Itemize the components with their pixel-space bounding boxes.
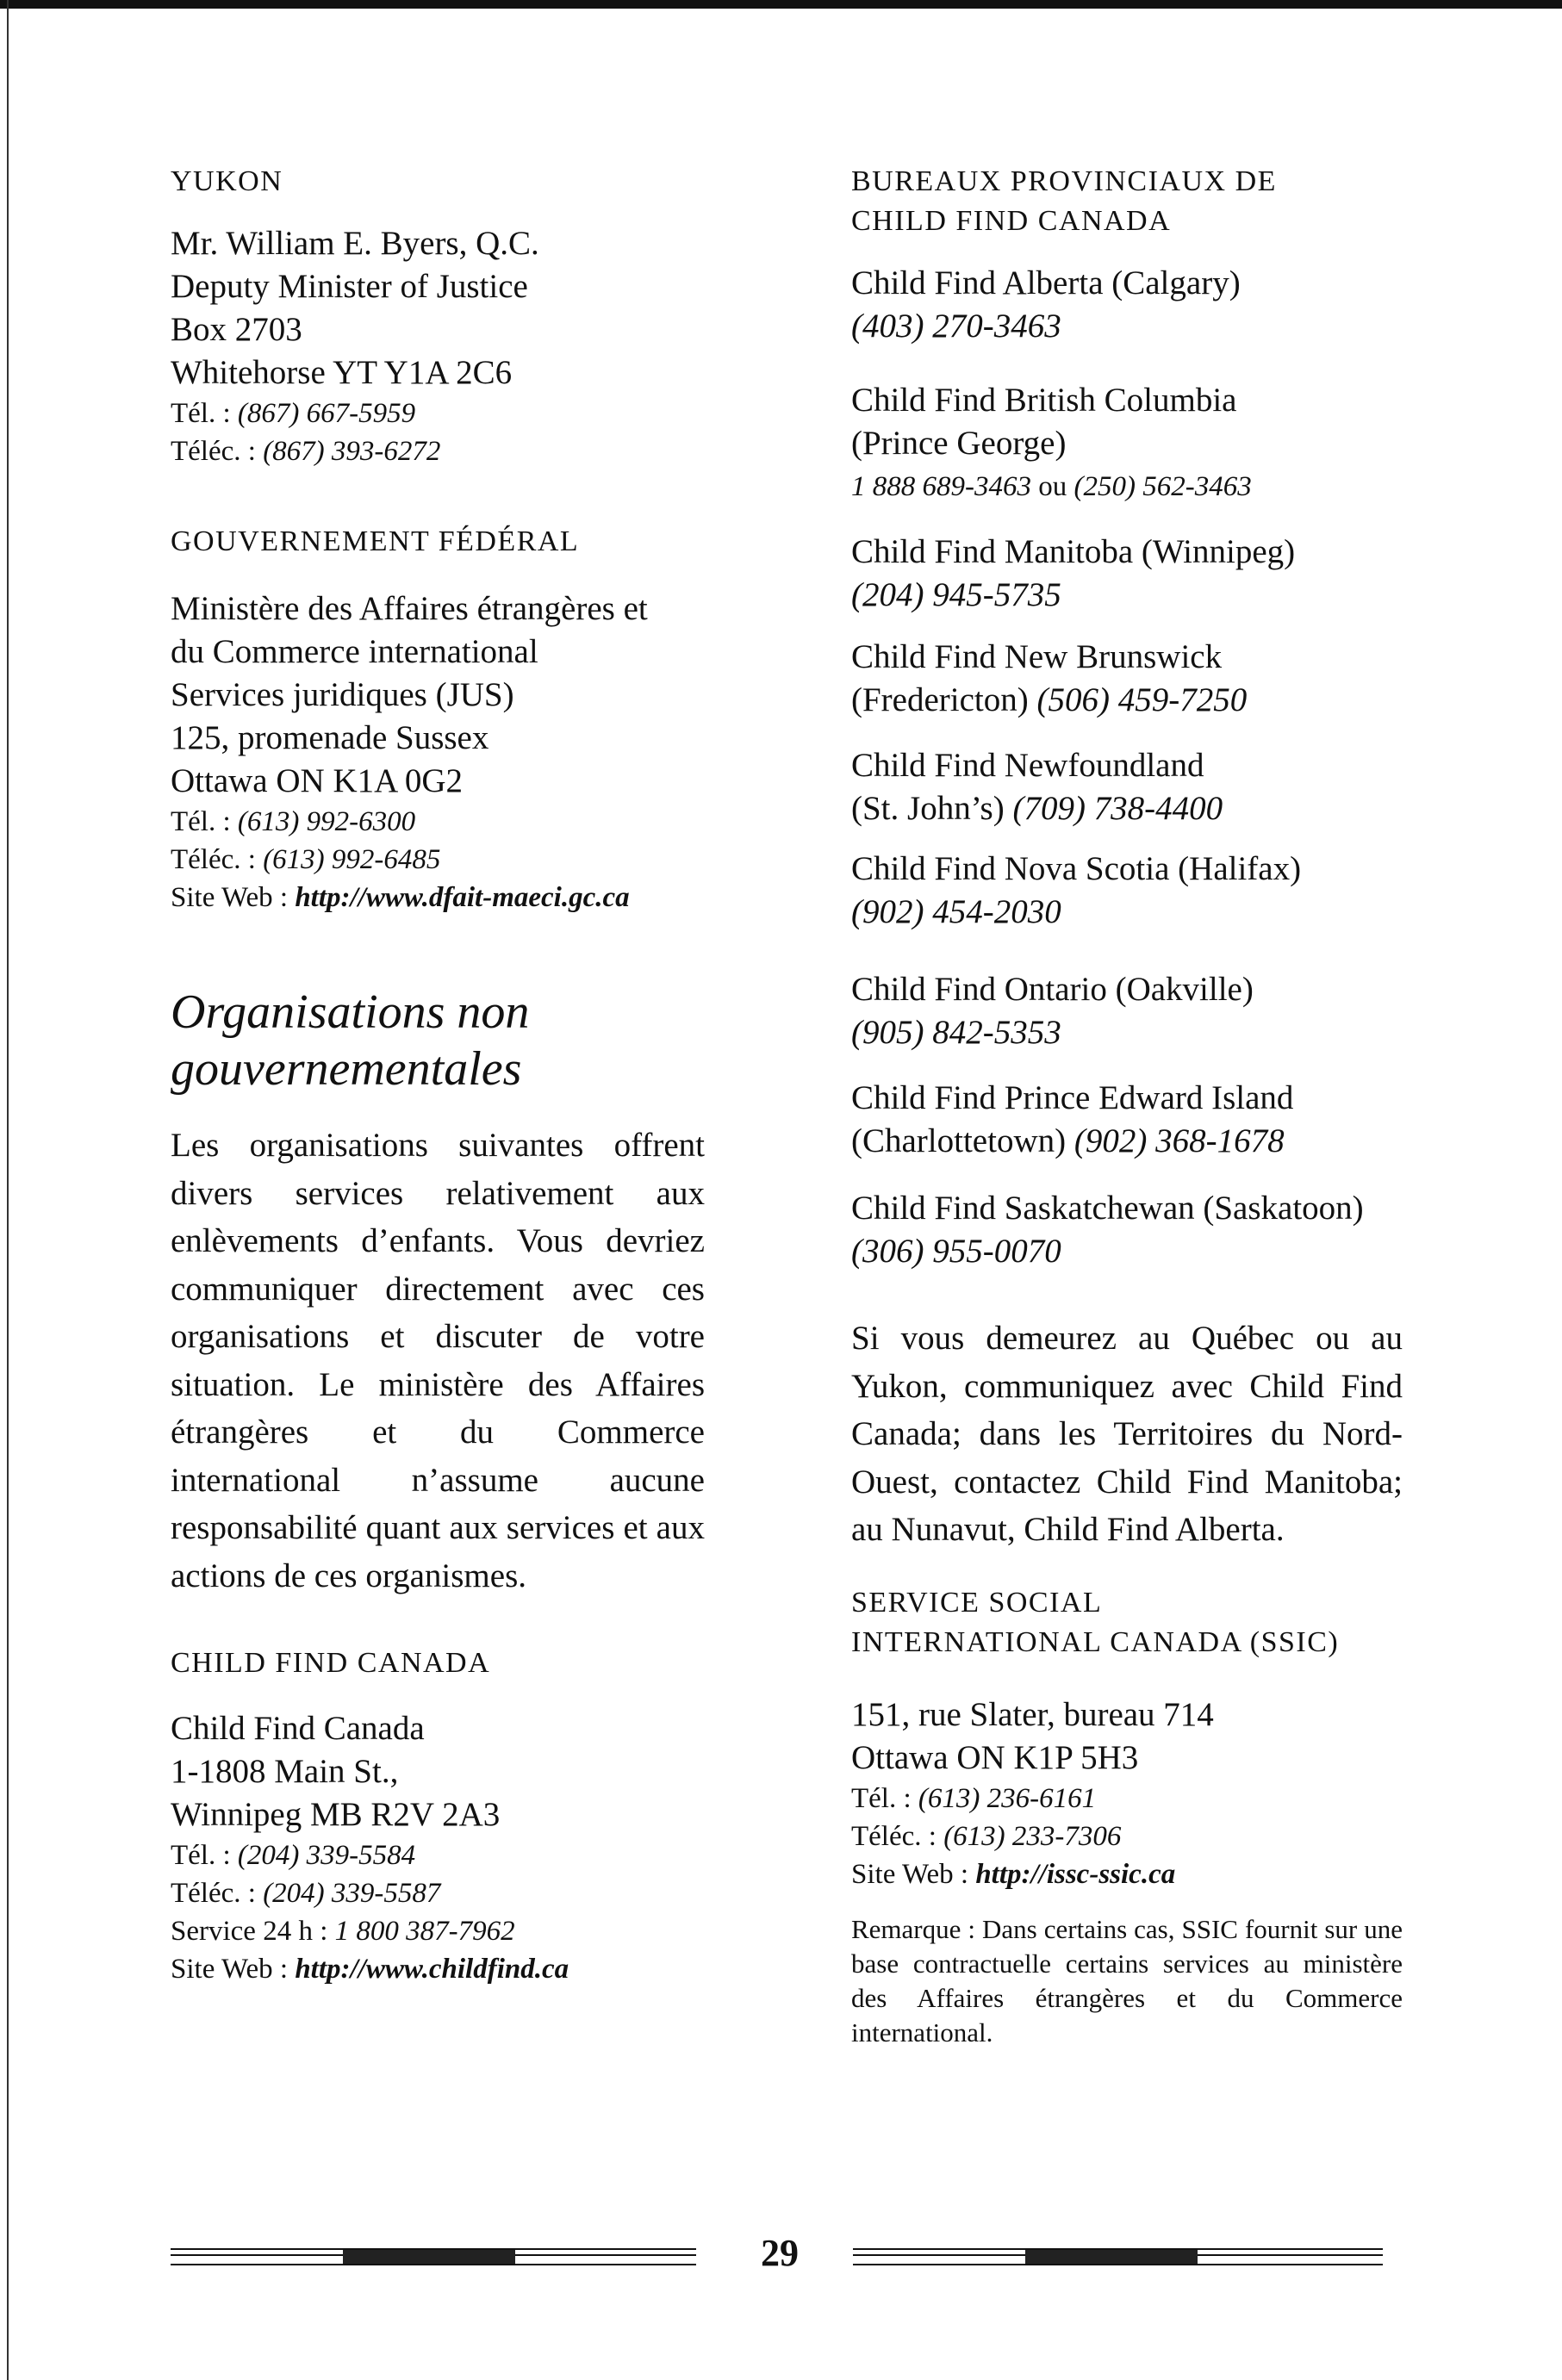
bureaux-heading-line1: BUREAUX PROVINCIAUX DE <box>851 165 1277 197</box>
office-phone: (902) 368-1678 <box>1073 1122 1285 1159</box>
office-phone: (902) 454-2030 <box>851 893 1061 930</box>
office-name: Child Find Alberta (Calgary) <box>851 264 1241 301</box>
web-link[interactable]: http://www.childfind.ca <box>295 1954 569 1985</box>
phone-row <box>171 1836 705 1874</box>
address-line: Box 2703 <box>171 311 302 348</box>
office-location: (St. John’s) <box>851 790 1005 827</box>
quebec-note: Si vous demeurez au Québec ou au Yukon, communiquez avec Child Find Canada; dans les Territoires du Nord-Ouest, contactez Child Find Manitoba; au Nunavut, Child Find Alberta. <box>851 1320 1403 1548</box>
address-line: 1-1808 Main St., <box>171 1753 399 1790</box>
web-link[interactable]: http://issc-ssic.ca <box>975 1859 1176 1890</box>
office-bc <box>851 379 1403 508</box>
phone-row <box>171 803 705 841</box>
bureaux-heading <box>851 162 1403 241</box>
address-line: Mr. William E. Byers, Q.C. <box>171 225 539 262</box>
address-line: Ottawa ON K1A 0G2 <box>171 762 464 799</box>
rule-ornament <box>343 2250 515 2264</box>
office-manitoba <box>851 531 1403 617</box>
office-nb <box>851 636 1403 722</box>
fax-row <box>171 841 705 879</box>
office-alberta <box>851 262 1403 348</box>
childfind-address <box>171 1707 705 1988</box>
office-phones <box>851 465 1403 508</box>
tel-label: Tél. : <box>171 806 231 837</box>
page-number: 29 <box>761 2232 799 2274</box>
office-phone: (905) 842-5353 <box>851 1014 1061 1051</box>
fax-row <box>171 1874 705 1912</box>
ssic-heading-line1: SERVICE SOCIAL <box>851 1587 1103 1619</box>
service-number: 1 800 387-7962 <box>334 1916 515 1947</box>
address-line: Ministère des Affaires étrangères et <box>171 590 648 627</box>
or-word: ou <box>1038 471 1067 502</box>
web-row <box>171 879 705 917</box>
federal-section <box>171 522 705 562</box>
tel-number: (613) 236-6161 <box>918 1783 1097 1814</box>
footer-rule-right <box>853 2248 1383 2265</box>
left-border <box>7 0 9 2380</box>
office-phone: (306) 955-0070 <box>851 1233 1061 1270</box>
web-row <box>851 1855 1403 1893</box>
tel-number: (613) 992-6300 <box>237 806 416 837</box>
office-name: Child Find Saskatchewan (Saskatoon) <box>851 1190 1364 1227</box>
address-line: Winnipeg MB R2V 2A3 <box>171 1796 501 1833</box>
childfind-section <box>171 1644 705 1683</box>
office-location: (Charlottetown) <box>851 1122 1067 1159</box>
fax-label: Téléc. : <box>851 1821 937 1852</box>
office-location-phone <box>851 679 1403 722</box>
tel-number: (204) 339-5584 <box>237 1840 416 1871</box>
address-line: 125, promenade Sussex <box>171 719 489 756</box>
ngo-title-line1: Organisations non <box>171 985 530 1039</box>
fax-number: (613) 992-6485 <box>263 844 441 875</box>
ngo-paragraph: Les organisations suivantes offrent divers services relativement aux enlèvements d’enfants. Vous devriez communiquer directement avec ces organisations et discuter de votre situation. Le ministère des Affaires étrangères et du Commerce international n’assume aucune responsabilité quant aux services et aux actions de ces organismes. <box>171 1127 705 1594</box>
childfind-heading: CHILD FIND CANADA <box>171 1647 491 1679</box>
address-line: du Commerce international <box>171 633 538 670</box>
fax-label: Téléc. : <box>171 1878 256 1909</box>
office-ns <box>851 848 1403 934</box>
federal-address <box>171 587 705 917</box>
office-name: Child Find New Brunswick <box>851 638 1223 675</box>
phone-row <box>851 1780 1403 1818</box>
fax-row <box>171 432 705 470</box>
office-phone: (204) 945-5735 <box>851 576 1061 613</box>
web-row <box>171 1950 705 1988</box>
office-phone: (403) 270-3463 <box>851 308 1061 345</box>
web-label: Site Web : <box>851 1859 969 1890</box>
office-location: (Prince George) <box>851 425 1067 462</box>
office-phone: 1 888 689-3463 <box>851 471 1031 502</box>
yukon-section <box>171 162 705 202</box>
office-name: Child Find Nova Scotia (Halifax) <box>851 850 1302 887</box>
office-phone: (250) 562-3463 <box>1073 471 1252 502</box>
office-name: Child Find Manitoba (Winnipeg) <box>851 533 1296 570</box>
ssic-heading-line2: INTERNATIONAL CANADA (SSIC) <box>851 1626 1340 1658</box>
tel-label: Tél. : <box>171 1840 231 1871</box>
office-location: (Fredericton) <box>851 681 1029 718</box>
office-name: Child Find British Columbia <box>851 382 1237 419</box>
ssic-remark-block <box>851 1912 1403 2050</box>
address-line: Child Find Canada <box>171 1710 425 1747</box>
ngo-paragraph-block <box>171 1122 705 1600</box>
office-phone: (709) 738-4400 <box>1012 790 1223 827</box>
ssic-heading <box>851 1583 1403 1662</box>
rule-ornament <box>1025 2250 1198 2264</box>
page-footer <box>0 2232 1562 2274</box>
service-row <box>171 1912 705 1950</box>
fax-label: Téléc. : <box>171 436 256 467</box>
office-name: Child Find Ontario (Oakville) <box>851 971 1254 1008</box>
address-line: 151, rue Slater, bureau 714 <box>851 1696 1214 1733</box>
office-location-phone <box>851 1120 1403 1163</box>
service-label: Service 24 h : <box>171 1916 328 1947</box>
office-name: Child Find Prince Edward Island <box>851 1079 1294 1116</box>
top-border <box>0 0 1562 9</box>
office-pei <box>851 1077 1403 1163</box>
web-link[interactable]: http://www.dfait-maeci.gc.ca <box>295 882 630 913</box>
office-name: Child Find Newfoundland <box>851 747 1204 784</box>
phone-row <box>171 395 705 432</box>
address-line: Ottawa ON K1P 5H3 <box>851 1739 1139 1776</box>
address-line: Whitehorse YT Y1A 2C6 <box>171 354 513 391</box>
yukon-address <box>171 222 705 470</box>
office-phone: (506) 459-7250 <box>1036 681 1248 718</box>
tel-label: Tél. : <box>851 1783 912 1814</box>
office-nfld <box>851 744 1403 830</box>
office-ontario <box>851 968 1403 1054</box>
office-sask <box>851 1187 1403 1273</box>
bureaux-heading-line2: CHILD FIND CANADA <box>851 205 1172 237</box>
yukon-heading: YUKON <box>171 165 283 197</box>
office-location-phone <box>851 787 1403 830</box>
tel-number: (867) 667-5959 <box>237 398 416 429</box>
address-line: Services juridiques (JUS) <box>171 676 514 713</box>
ngo-title <box>171 984 705 1097</box>
federal-heading: GOUVERNEMENT FÉDÉRAL <box>171 525 580 557</box>
fax-number: (613) 233-7306 <box>943 1821 1122 1852</box>
web-label: Site Web : <box>171 1954 289 1985</box>
fax-number: (204) 339-5587 <box>263 1878 441 1909</box>
web-label: Site Web : <box>171 882 289 913</box>
fax-label: Téléc. : <box>171 844 256 875</box>
address-line: Deputy Minister of Justice <box>171 268 528 305</box>
fax-number: (867) 393-6272 <box>263 436 441 467</box>
ssic-address <box>851 1693 1403 1893</box>
quebec-note-block <box>851 1314 1403 1554</box>
tel-label: Tél. : <box>171 398 231 429</box>
ngo-title-line2: gouvernementales <box>171 1042 522 1096</box>
ssic-remark: Remarque : Dans certains cas, SSIC fournit sur une base contractuelle certains services au ministère des Affaires étrangères et du Commerce international. <box>851 1914 1403 2048</box>
footer-rule-left <box>171 2248 696 2265</box>
fax-row <box>851 1818 1403 1855</box>
